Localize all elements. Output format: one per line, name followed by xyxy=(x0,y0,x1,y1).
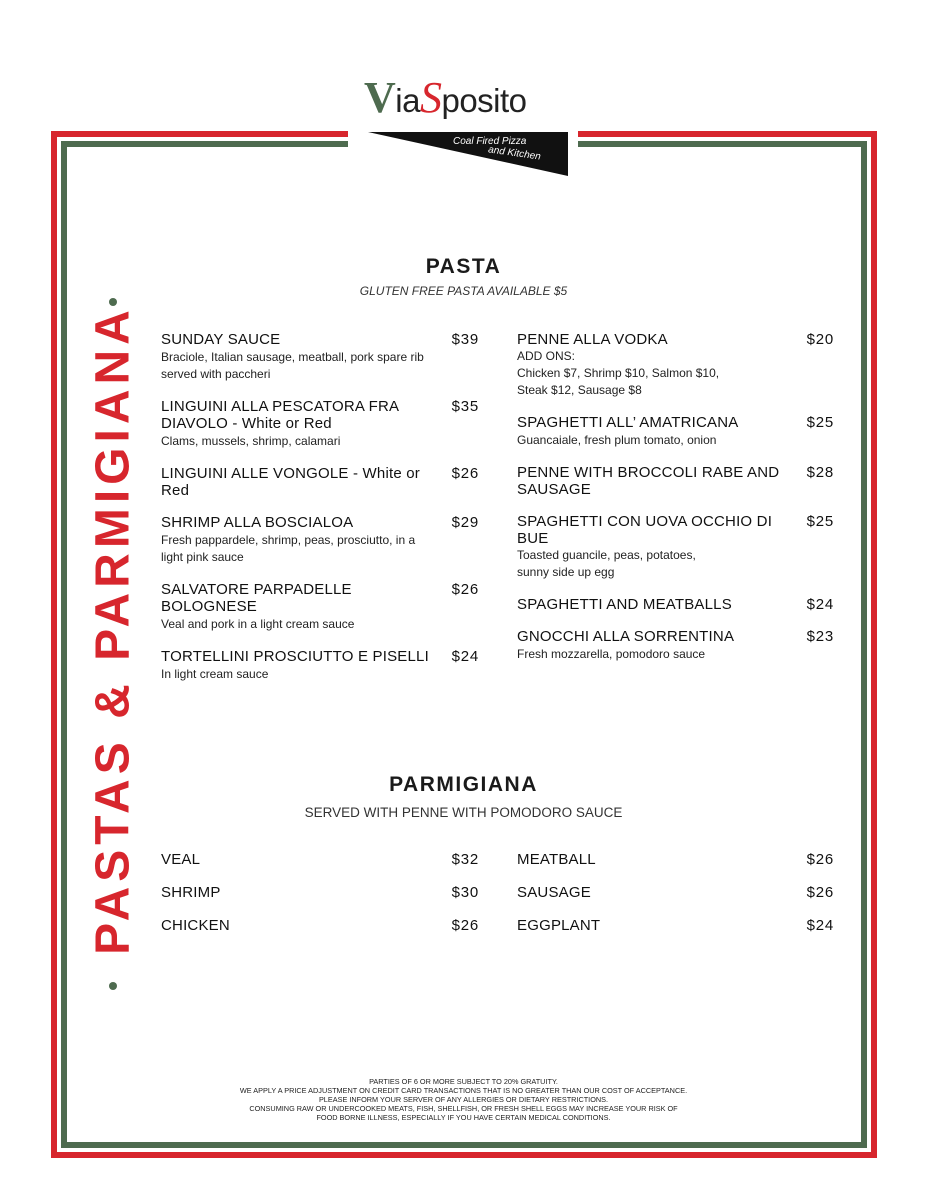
menu-item-name-text: VEAL xyxy=(161,851,201,868)
footer-notes xyxy=(0,1077,927,1122)
menu-item xyxy=(517,917,834,934)
menu-item-description: In light cream sauce xyxy=(161,667,269,681)
pasta-right-column xyxy=(517,331,834,678)
menu-item xyxy=(517,628,834,663)
menu-item-name-text: SUNDAY SAUCE xyxy=(161,331,281,348)
logo-wordmark: ViaSposito xyxy=(364,73,527,122)
menu-item-name-text: GNOCCHI ALLA SORRENTINA xyxy=(517,628,735,645)
menu-item xyxy=(517,851,834,868)
menu-item-price: $28 xyxy=(806,464,834,481)
menu-item-name xyxy=(517,464,785,498)
menu-item-description: Clams, mussels, shrimp, calamari xyxy=(161,434,341,448)
menu-item-price: $26 xyxy=(451,581,479,598)
menu-item xyxy=(517,414,834,449)
menu-item xyxy=(517,884,834,901)
menu-item-name xyxy=(517,331,785,348)
menu-item-description-line: Chicken $7, Shrimp $10, Salmon $10, xyxy=(517,366,720,380)
menu-item-name xyxy=(161,514,429,531)
menu-item-price: $23 xyxy=(806,628,834,645)
menu-item xyxy=(517,331,834,399)
menu-item xyxy=(161,581,479,633)
menu-item xyxy=(161,514,479,566)
menu-item-name xyxy=(517,596,785,613)
pasta-left-column xyxy=(161,331,479,698)
menu-item-name-text: SHRIMP ALLA BOSCIALOA xyxy=(161,514,354,531)
menu-item-name-text: LINGUINI ALLA PESCATORA FRA DIAVOLO - xyxy=(161,398,399,432)
menu-item-price: $32 xyxy=(451,851,479,868)
logo-tagline-line2: and Kitchen xyxy=(487,144,542,163)
footer-credit-card-note: WE APPLY A PRICE ADJUSTMENT ON CREDIT CARD TRANSACTIONS THAT IS NO GREATER THAN OUR COST OF ACCEPTANCE. xyxy=(239,1086,688,1095)
menu-item xyxy=(517,464,834,498)
menu-item-price: $30 xyxy=(451,884,479,901)
menu-item-name xyxy=(161,581,429,615)
menu-item-price: $26 xyxy=(806,851,834,868)
menu-item-name xyxy=(161,851,429,868)
menu-item-name-text: SPAGHETTI ALL’ AMATRICANA xyxy=(517,414,739,431)
parmigiana-left-column xyxy=(161,851,479,950)
menu-item-description-line: Steak $12, Sausage $8 xyxy=(517,383,642,397)
menu-item-price: $25 xyxy=(806,513,834,530)
menu-item-description: Guancaiale, fresh plum tomato, onion xyxy=(517,433,717,447)
menu-item-name xyxy=(161,648,429,665)
pasta-subtitle: GLUTEN FREE PASTA AVAILABLE $5 xyxy=(359,284,568,298)
menu-item-option: White or Red xyxy=(237,415,332,432)
menu-item-name-text: EGGPLANT xyxy=(517,917,601,934)
menu-item-description: Braciole, Italian sausage, meatball, pork spare rib served with paccheri xyxy=(161,350,424,381)
menu-item-name xyxy=(517,884,785,901)
menu-item-name-text: SPAGHETTI AND MEATBALLS xyxy=(517,596,732,613)
menu-item xyxy=(161,331,479,383)
menu-item-option: White or Red xyxy=(161,465,420,499)
menu-item xyxy=(161,851,479,868)
menu-item-price: $24 xyxy=(806,596,834,613)
menu-item-name-text: SPAGHETTI CON UOVA OCCHIO DI BUE xyxy=(517,513,773,547)
menu-item-price: $26 xyxy=(451,917,479,934)
restaurant-logo xyxy=(360,70,570,180)
menu-item-name-text: PENNE ALLA VODKA xyxy=(517,331,668,348)
menu-item-price: $24 xyxy=(806,917,834,934)
menu-item-name xyxy=(517,917,785,934)
menu-item xyxy=(161,917,479,934)
side-dot-bottom xyxy=(109,982,117,990)
menu-item-price: $24 xyxy=(451,648,479,665)
menu-item-name-text: MEATBALL xyxy=(517,851,596,868)
menu-item-price: $26 xyxy=(806,884,834,901)
parmigiana-heading: PARMIGIANA xyxy=(389,773,538,796)
menu-item-name xyxy=(517,513,785,547)
menu-item-description: Fresh pappardele, shrimp, peas, prosciutto, in a light pink sauce xyxy=(161,533,416,564)
menu-item-price: $29 xyxy=(451,514,479,531)
menu-item-name xyxy=(517,851,785,868)
side-section-title: PASTAS & PARMIGIANA xyxy=(86,305,140,955)
menu-item-description-line: Toasted guancile, peas, potatoes, xyxy=(517,548,696,562)
menu-item-description-line: ADD ONS: xyxy=(517,349,576,363)
footer-gratuity-note: PARTIES OF 6 OR MORE SUBJECT TO 20% GRATUITY. xyxy=(369,1077,558,1086)
menu-item-name xyxy=(517,414,785,431)
menu-item-name xyxy=(161,331,429,348)
menu-item xyxy=(161,398,479,450)
menu-item-name-text: PENNE WITH BROCCOLI RABE AND SAUSAGE xyxy=(517,464,780,498)
menu-item-price: $39 xyxy=(451,331,479,348)
menu-item-price: $20 xyxy=(806,331,834,348)
menu-item-name-text: LINGUINI ALLE VONGOLE - xyxy=(161,465,359,482)
footer-allergy-note: PLEASE INFORM YOUR SERVER OF ANY ALLERGIES OR DIETARY RESTRICTIONS. xyxy=(318,1095,609,1104)
menu-item xyxy=(161,884,479,901)
menu-item-name xyxy=(161,465,429,499)
menu-item-name-text: SALVATORE PARPADELLE BOLOGNESE xyxy=(161,581,352,615)
menu-item-name xyxy=(161,917,429,934)
menu-item-name-text: SHRIMP xyxy=(161,884,221,901)
menu-item-name xyxy=(161,398,429,432)
parmigiana-subtitle: SERVED WITH PENNE WITH POMODORO SAUCE xyxy=(304,805,623,820)
menu-item-description-line: sunny side up egg xyxy=(517,565,615,579)
menu-item xyxy=(517,596,834,613)
menu-item xyxy=(161,648,479,683)
parmigiana-right-column xyxy=(517,851,834,950)
menu-item-name-text: SAUSAGE xyxy=(517,884,591,901)
footer-raw-food-warning: CONSUMING RAW OR UNDERCOOKED MEATS, FISH, SHELLFISH, OR FRESH SHELL EGGS MAY INCREASE YOUR RISK OF xyxy=(249,1104,678,1113)
menu-item-description: Fresh mozzarella, pomodoro sauce xyxy=(517,647,706,661)
menu-item xyxy=(517,513,834,581)
menu-item-price: $26 xyxy=(451,465,479,482)
menu-item-name xyxy=(517,628,785,645)
menu-item-price: $25 xyxy=(806,414,834,431)
menu-item-name-text: CHICKEN xyxy=(161,917,230,934)
footer-raw-food-warning-cont: FOOD BORNE ILLNESS, ESPECIALLY IF YOU HAVE CERTAIN MEDICAL CONDITIONS. xyxy=(316,1113,611,1122)
logo-tagline-line1: Coal Fired Pizza xyxy=(453,136,527,147)
menu-item xyxy=(161,465,479,499)
menu-item-name-text: TORTELLINI PROSCIUTTO E PISELLI xyxy=(161,648,429,665)
menu-item-description: Veal and pork in a light cream sauce xyxy=(161,617,355,631)
menu-item-price: $35 xyxy=(451,398,479,415)
pasta-heading: PASTA xyxy=(425,255,502,278)
menu-item-name xyxy=(161,884,429,901)
